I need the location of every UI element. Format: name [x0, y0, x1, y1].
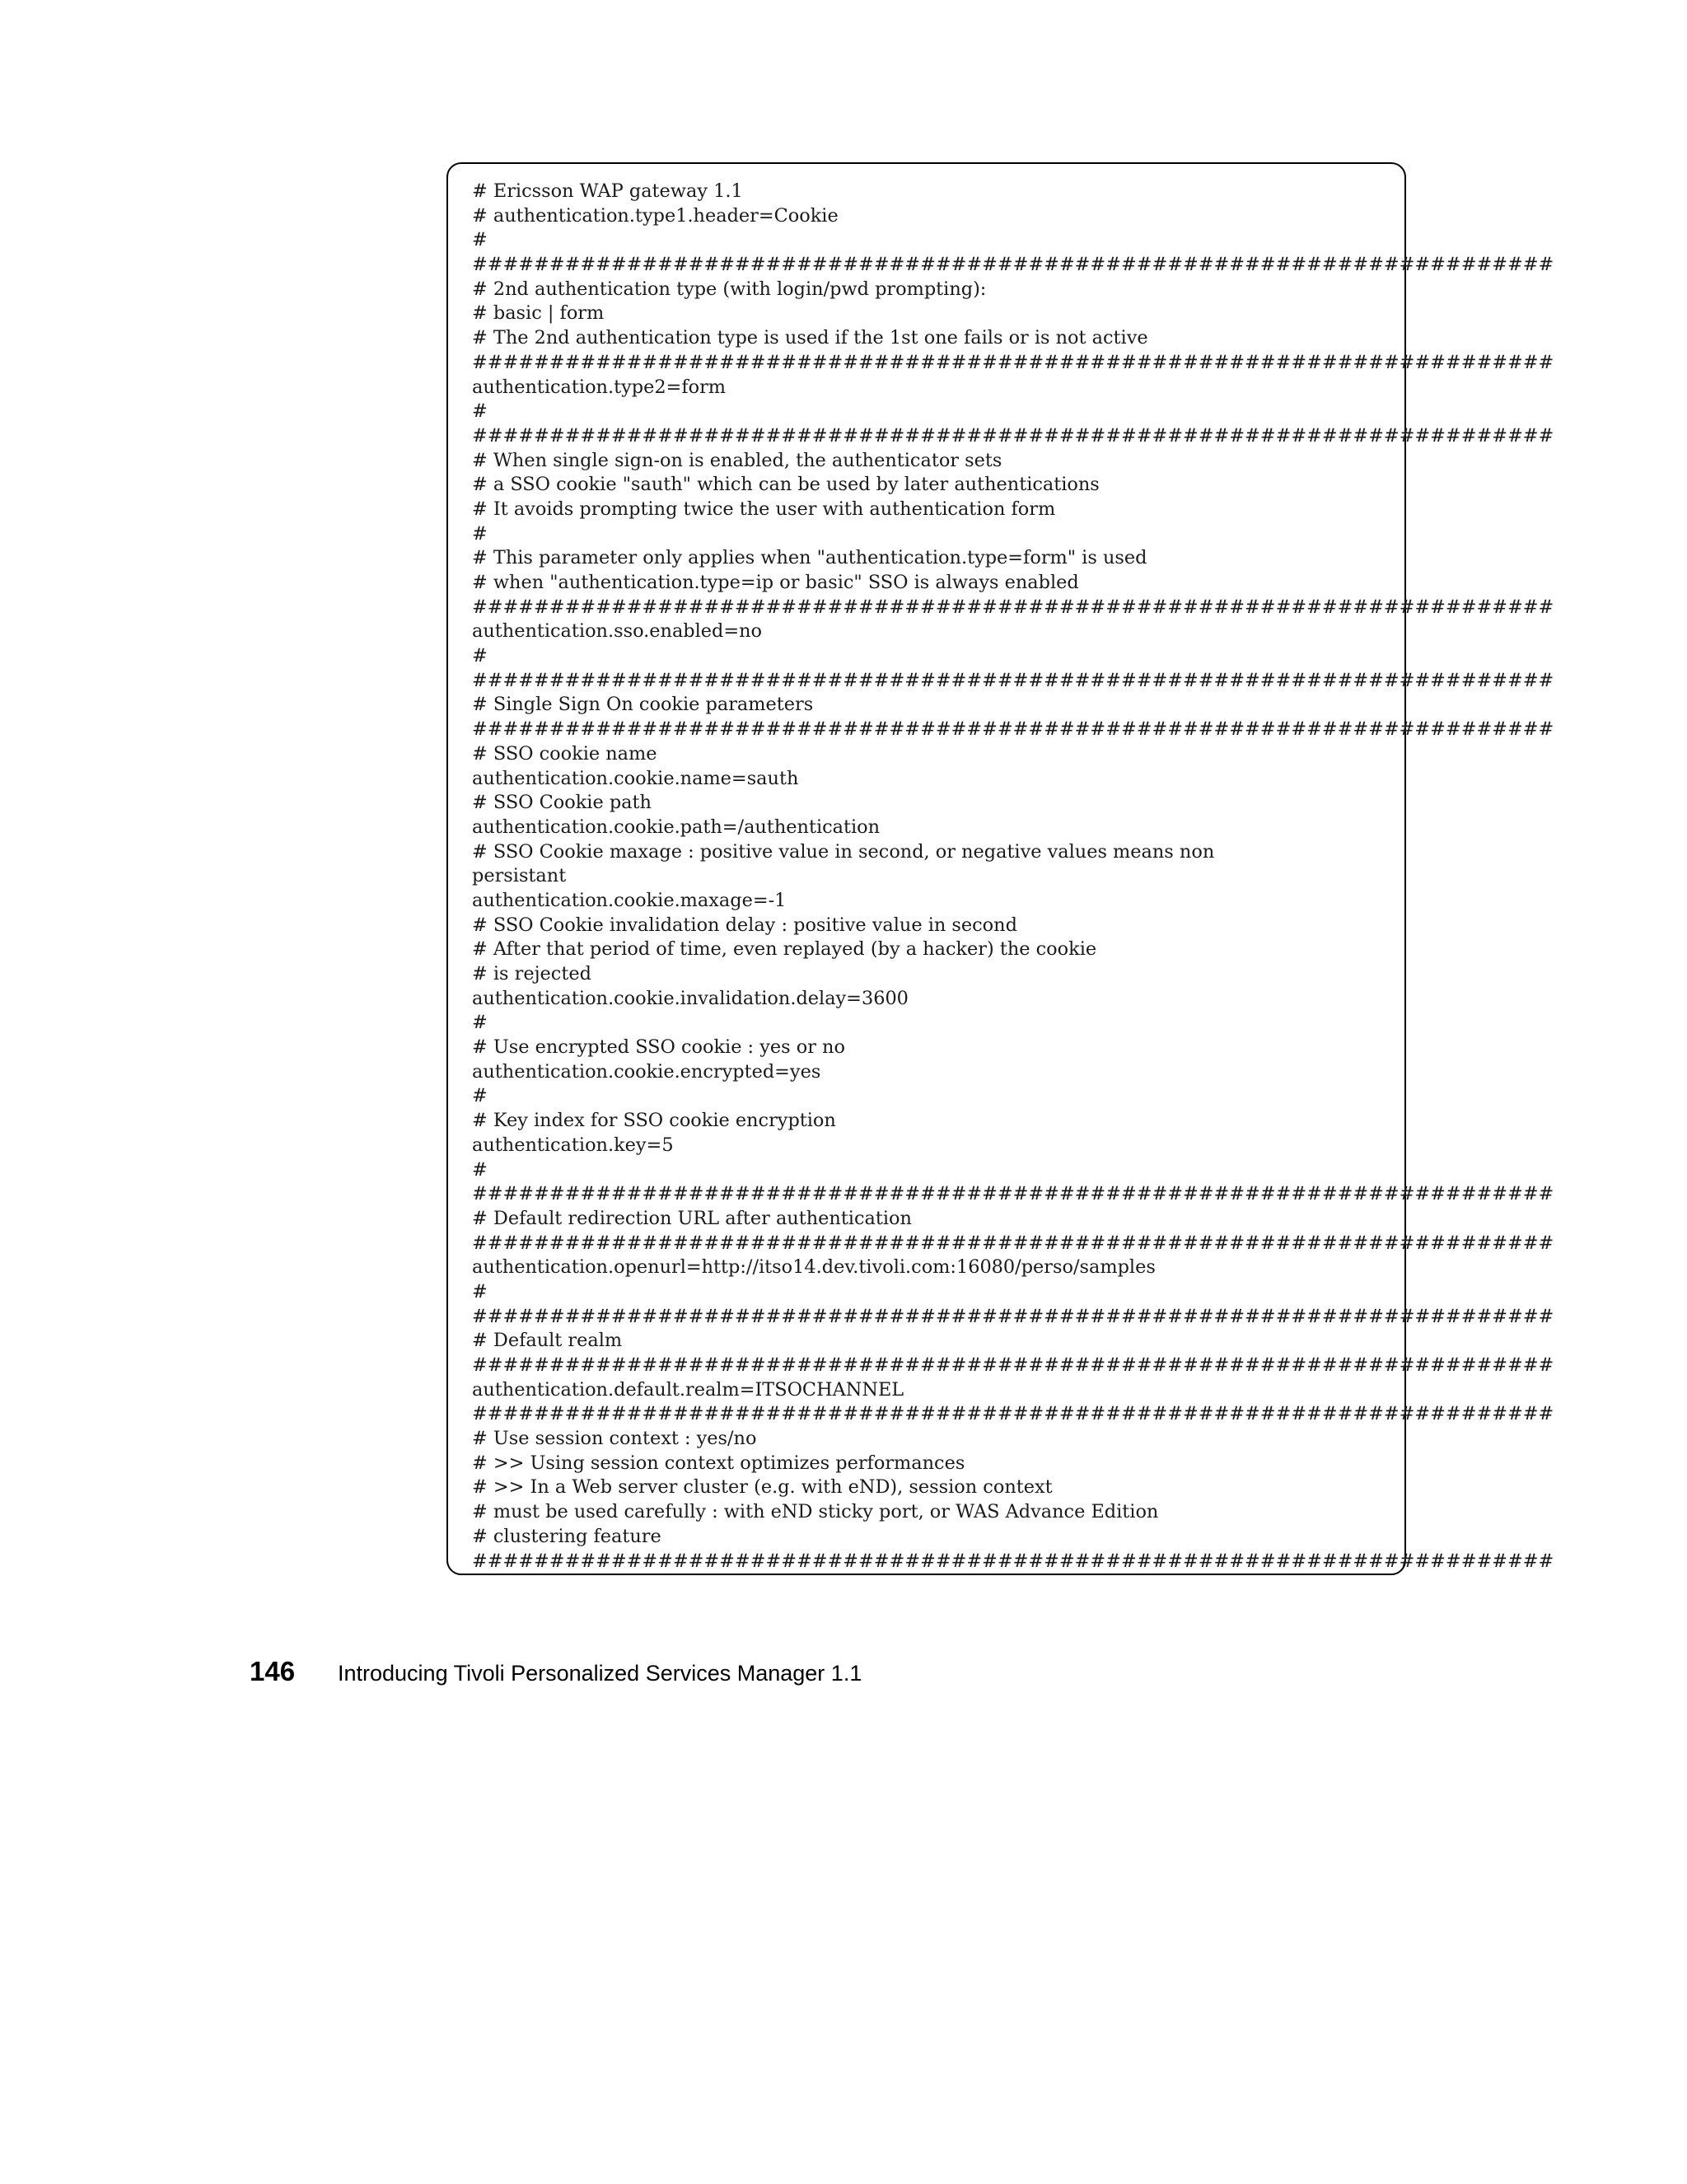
code-line: #	[472, 400, 488, 423]
code-line: # when "authentication.type=ip or basic" SSO is always enabled	[472, 572, 1079, 593]
code-line: #	[472, 645, 488, 667]
code-line: # basic | form	[472, 302, 605, 325]
code-line: #	[472, 1012, 488, 1034]
code-line: authentication.default.realm=ITSOCHANNEL	[472, 1378, 904, 1401]
code-line: # This parameter only applies when "authentication.type=form" is used	[472, 547, 1147, 569]
code-line: ######################################################################	[472, 1305, 1554, 1327]
code-line: # Single Sign On cookie parameters	[472, 694, 814, 716]
code-line: #	[472, 229, 488, 251]
code-listing	[446, 162, 1554, 1575]
code-line: # Use encrypted SSO cookie : yes or no	[472, 1036, 845, 1059]
code-line: # SSO Cookie path	[472, 792, 652, 814]
code-line: ######################################################################	[472, 254, 1554, 276]
code-line: # 2nd authentication type (with login/pwd prompting):	[472, 278, 987, 300]
code-line: # Default realm	[472, 1330, 623, 1352]
page-number: 146	[250, 1656, 296, 1686]
code-line: authentication.sso.enabled=no	[472, 620, 763, 643]
code-line: # When single sign-on is enabled, the authenticator sets	[472, 449, 1002, 471]
code-line: # clustering feature	[472, 1525, 661, 1547]
code-line: # After that period of time, even replayed (by a hacker) the cookie	[472, 938, 1097, 961]
code-line: # Use session context : yes/no	[472, 1428, 757, 1450]
book-title: Introducing Tivoli Personalized Services Manager 1.1	[338, 1661, 862, 1686]
code-line: authentication.cookie.invalidation.delay=3600	[472, 987, 909, 1009]
code-line: authentication.cookie.encrypted=yes	[472, 1060, 821, 1083]
code-line: ######################################################################	[472, 351, 1554, 373]
page-footer	[250, 1656, 862, 1689]
code-line: ######################################################################	[472, 596, 1554, 618]
code-line: # Default redirection URL after authentication	[472, 1207, 912, 1229]
code-line: ######################################################################	[472, 1354, 1554, 1376]
code-line: # The 2nd authentication type is used if the 1st one fails or is not active	[472, 327, 1148, 349]
code-line: ######################################################################	[472, 718, 1554, 741]
code-line: # >> Using session context optimizes performances	[472, 1452, 965, 1474]
code-line: # is rejected	[472, 963, 591, 984]
code-line: #	[472, 1280, 488, 1302]
code-line: authentication.cookie.path=/authentication	[472, 816, 881, 838]
code-line: authentication.cookie.name=sauth	[472, 767, 799, 789]
code-line: ######################################################################	[472, 1232, 1554, 1254]
code-line: authentication.cookie.maxage=-1	[472, 889, 787, 911]
code-line: # authentication.type1.header=Cookie	[472, 204, 839, 227]
code-line: ######################################################################	[472, 1403, 1554, 1425]
code-line: # must be used carefully : with eND sticky port, or WAS Advance Edition	[472, 1501, 1159, 1523]
code-line: # SSO Cookie maxage : positive value in second, or negative values means non	[472, 840, 1215, 863]
code-line: ######################################################################	[472, 669, 1554, 691]
code-line: ######################################################################	[472, 1550, 1554, 1572]
code-line: # a SSO cookie "sauth" which can be used by later authentications	[472, 474, 1100, 496]
code-line: # SSO Cookie invalidation delay : positive value in second	[472, 914, 1017, 936]
code-line: authentication.openurl=http://itso14.dev.tivoli.com:16080/perso/samples	[472, 1256, 1156, 1279]
code-line: # SSO cookie name	[472, 742, 657, 765]
code-line: #	[472, 1158, 488, 1181]
code-line: #	[472, 1085, 488, 1107]
code-line: ######################################################################	[472, 1183, 1554, 1205]
code-line: # Key index for SSO cookie encryption	[472, 1110, 836, 1132]
code-line: authentication.type2=form	[472, 376, 727, 398]
code-line: ######################################################################	[472, 424, 1554, 447]
code-line: # Ericsson WAP gateway 1.1	[472, 180, 743, 202]
code-line: # It avoids prompting twice the user with authentication form	[472, 498, 1056, 520]
code-line: # >> In a Web server cluster (e.g. with eND), session context	[472, 1476, 1053, 1499]
code-line: persistant	[472, 865, 567, 887]
code-line: authentication.key=5	[472, 1134, 674, 1156]
code-line: #	[472, 522, 488, 545]
